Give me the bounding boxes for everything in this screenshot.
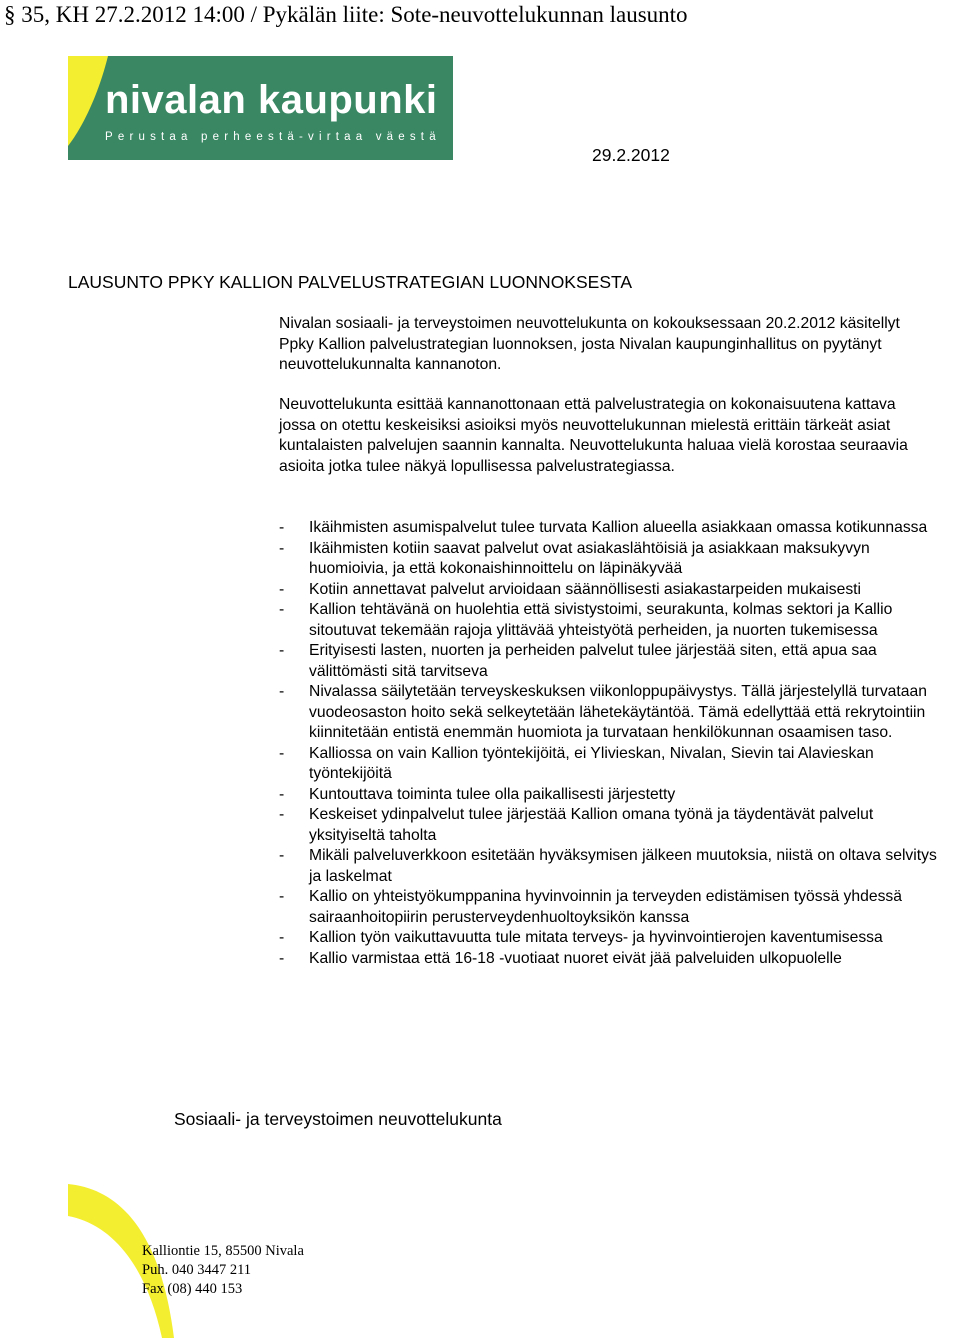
bullet-dash: - [279, 949, 285, 967]
bullet-dash: - [279, 601, 285, 618]
bullet-dash: - [279, 744, 285, 762]
list-item [279, 600, 949, 641]
bullet-dash: - [279, 888, 285, 905]
bullet-text: Nivalassa säilytetään terveyskeskuksen viikonloppupäivystys. Tällä järjestelyllä turvataan vuodeosaston hoito sekä selkeytetään lähetekäytäntöä. Tämä edellyttää että rekrytointiin kiinnitetään entistä enemmän huomiota ja turvataan henkilökunnan osaamisen taso. [309, 683, 927, 741]
list-item [279, 518, 949, 539]
bullet-text: Ikäihmisten kotiin saavat palvelut ovat asiakaslähtöisiä ja asiakkaan maksukyvyn huomioivia, ja että kokonaishinnoittelu on läpinäkyvää [309, 539, 870, 577]
bullet-list [279, 518, 949, 969]
document-date: 29.2.2012 [592, 145, 670, 165]
nivala-logo [68, 56, 453, 160]
document-title: LAUSUNTO PPKY KALLION PALVELUSTRATEGIAN LUONNOKSESTA [68, 272, 633, 292]
bullet-dash: - [279, 519, 285, 536]
signature: Sosiaali- ja terveystoimen neuvottelukunta [174, 1109, 502, 1129]
list-item [279, 949, 949, 970]
bullet-text: Kuntouttava toiminta tulee olla paikallisesti järjestetty [309, 785, 676, 803]
list-item [279, 641, 949, 682]
bullet-text: Kotiin annettavat palvelut arvioidaan säännöllisesti asiakastarpeiden mukaisesti [309, 580, 862, 598]
bullet-text: Erityisesti lasten, nuorten ja perheiden palvelut tulee järjestää siten, että apua saa välittömästi sitä tarvitseva [309, 642, 877, 680]
contact-address: Kalliontie 15, 85500 Nivala [142, 1243, 304, 1259]
bullet-text: Keskeiset ydinpalvelut tulee järjestää Kallion omana työnä ja täydentävät palvelut yksityiseltä taholta [309, 806, 874, 844]
list-item [279, 846, 949, 887]
bullet-dash: - [279, 806, 285, 823]
list-item [279, 682, 949, 744]
contact-phone: Puh. 040 3447 211 [142, 1262, 252, 1278]
list-item [279, 785, 949, 806]
contact-info [142, 1242, 304, 1299]
bullet-dash: - [279, 847, 285, 864]
bullet-text: Kalliossa on vain Kallion työntekijöitä, ei Ylivieskan, Nivalan, Sievin tai Alavieskan työntekijöitä [309, 744, 874, 782]
bullet-text: Ikäihmisten asumispalvelut tulee turvata Kallion alueella asiakkaan omassa kotikunnassa [309, 519, 928, 536]
paragraph-intro: Nivalan sosiaali- ja terveystoimen neuvottelukunta on kokouksessaan 20.2.2012 käsitellyt Ppky Kallion palvelustrategian luonnoksen, josta Nivalan kaupunginhallitus on pyytänyt neuvottelukunnalta kannanoton. [279, 315, 900, 373]
list-item [279, 887, 949, 928]
bullet-text: Kallio varmistaa että 16-18 -vuotiaat nuoret eivät jää palveluiden ulkopuolelle [309, 949, 842, 967]
bullet-dash: - [279, 580, 285, 598]
contact-fax: Fax (08) 440 153 [142, 1281, 243, 1297]
paragraph-statement: Neuvottelukunta esittää kannanottonaan että palvelustrategia on kokonaisuutena kattava jossa on otettu keskeisiksi asioiksi myös neuvottelukunnan mielestä erittäin tärkeät asiat kuntalaisten palvelujen saannin kannalta. Neuvottelukunta haluaa vielä korostaa seuraavia asioita jotka tulee näkyä lopullisessa palvelustrategiassa. [279, 396, 908, 475]
bullet-text: Kallion työn vaikuttavuutta tule mitata terveys- ja hyvinvointierojen kaventumisessa [309, 929, 883, 946]
logo-name: nivalan kaupunki [105, 78, 438, 122]
bullet-dash: - [279, 929, 285, 946]
list-item [279, 805, 949, 846]
bullet-dash: - [279, 683, 285, 700]
page-header: § 35, KH 27.2.2012 14:00 / Pykälän liite: Sote-neuvottelukunnan lausunto [4, 2, 688, 27]
logo-slogan: Perustaa perheestä-virtaa väestä [105, 131, 441, 143]
list-item [279, 744, 949, 785]
bullet-text: Mikäli palveluverkkoon esitetään hyväksymisen jälkeen muutoksia, niistä on oltava selvitys ja laskelmat [309, 847, 937, 885]
bullet-text: Kallio on yhteistyökumppanina hyvinvoinnin ja terveyden edistämisen työssä yhdessä sairaanhoitopiirin perusterveydenhuoltoyksikön kanssa [309, 888, 902, 926]
bullet-dash: - [279, 539, 285, 557]
bullet-dash: - [279, 642, 285, 659]
bullet-dash: - [279, 785, 285, 803]
list-item [279, 928, 949, 949]
bullet-text: Kallion tehtävänä on huolehtia että sivistystoimi, seurakunta, kolmas sektori ja Kallio sitoutuvat tekemään rajoja ylittävää yhteistyötä perheiden, ja nuorten tukemisessa [309, 601, 893, 639]
list-item [279, 580, 949, 601]
list-item [279, 539, 949, 580]
